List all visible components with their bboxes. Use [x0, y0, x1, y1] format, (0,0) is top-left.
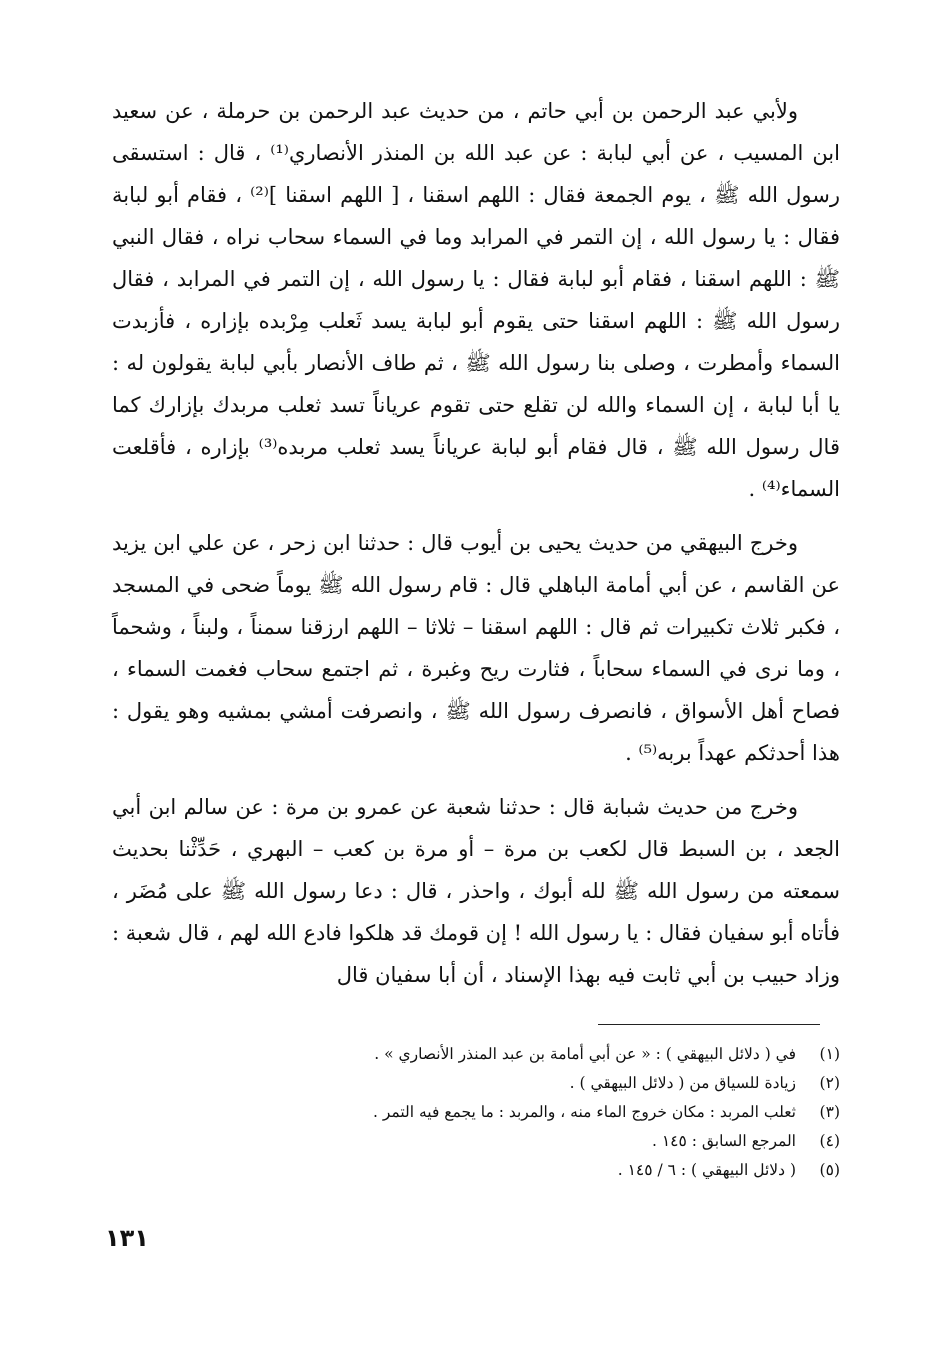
- footnote-number: (٢): [819, 1074, 840, 1092]
- footnote-text: المرجع السابق : ١٤٥ .: [651, 1132, 796, 1150]
- footnote-number: (٥): [819, 1161, 840, 1179]
- footnotes: [300, 1040, 840, 1185]
- footnote-divider: [598, 1024, 820, 1025]
- page-number: ١٣١: [105, 1224, 149, 1252]
- footnote-text: في ( دلائل البيهقي ) : « عن أبي أمامة بن عبد المنذر الأنصاري » .: [374, 1045, 796, 1063]
- paragraph: ولأبي عبد الرحمن بن أبي حاتم ، من حديث عبد الرحمن بن حرملة ، عن سعيد ابن المسيب ، عن أبي لبابة : عن عبد الله بن المنذر الأنصاري⁽¹⁾ ، قال : استسقى رسول الله ﷺ ، يوم الجمعة فقال : اللهم اسقنا ، [ اللهم اسقنا ]⁽²⁾ ، فقام أبو لبابة فقال : يا رسول الله ، إن التمر في المرابد وما في السماء سحاب نراه ، فقال النبي ﷺ : اللهم اسقنا ، فقام أبو لبابة فقال : يا رسول الله ، إن التمر في المرابد ، فقال رسول الله ﷺ : اللهم اسقنا حتى يقوم أبو لبابة يسد ثَعلب مِرْبده بإزاره ، فأزبدت السماء وأمطرت ، وصلى بنا رسول الله ﷺ ، ثم طاف الأنصار بأبي لبابة يقولون له : يا أبا لبابة ، إن السماء والله لن تقلع حتى تقوم عرياناً تسد ثعلب مربدك بإزارك كما قال رسول الله ﷺ ، قال فقام أبو لبابة عرياناً يسد ثعلب مربده⁽³⁾ بإزاره ، فأقلعت السماء⁽⁴⁾ .: [112, 99, 840, 501]
- footnote-text: زيادة للسياق من ( دلائل البيهقي ) .: [569, 1074, 796, 1092]
- footnote-number: (٣): [819, 1103, 840, 1121]
- footnote-text: ( دلائل البيهقي ) : ٦ / ١٤٥ .: [617, 1161, 796, 1179]
- footnote-item: [300, 1127, 840, 1156]
- footnote-item: [300, 1098, 840, 1127]
- footnote-text: ثعلب المربد : مكان خروج الماء منه ، والمربد : ما يجمع فيه التمر .: [372, 1103, 796, 1121]
- footnote-number: (٤): [819, 1132, 840, 1150]
- main-text: [112, 90, 840, 1008]
- footnote-number: (١): [819, 1045, 840, 1063]
- footnote-item: [300, 1069, 840, 1098]
- footnote-item: [300, 1156, 840, 1185]
- paragraph: وخرج من حديث شبابة قال : حدثنا شعبة عن عمرو بن مرة : عن سالم ابن أبي الجعد ، بن السبط قال لكعب بن مرة – أو مرة بن كعب – البهري ، حَدِّثْنا بحديث سمعته من رسول الله ﷺ لله أبوك ، واحذر ، قال : دعا رسول الله ﷺ على مُضَر ، فأتاه أبو سفيان فقال : يا رسول الله ! إن قومك قد هلكوا فادع الله لهم ، قال شعبة : وزاد حبيب بن أبي ثابت فيه بهذا الإسناد ، أن أبا سفيان قال: [112, 795, 840, 987]
- footnote-item: [300, 1040, 840, 1069]
- paragraph: وخرج البيهقي من حديث يحيى بن أيوب قال : حدثنا ابن زحر ، عن علي ابن يزيد عن القاسم ، عن أبي أمامة الباهلي قال : قام رسول الله ﷺ يوماً ضحى في المسجد ، فكبر ثلاث تكبيرات ثم قال : اللهم اسقنا – ثلاثا – اللهم ارزقنا سمناً ، ولبناً ، وشحماً ، وما نرى في السماء سحاباً ، فثارت ريح وغبرة ، ثم اجتمع سحاب فغمت السماء ، فصاح أهل الأسواق ، فانصرف رسول الله ﷺ ، وانصرفت أمشي بمشيه وهو يقول : هذا أحدثكم عهداً بربه⁽⁵⁾ .: [112, 531, 840, 765]
